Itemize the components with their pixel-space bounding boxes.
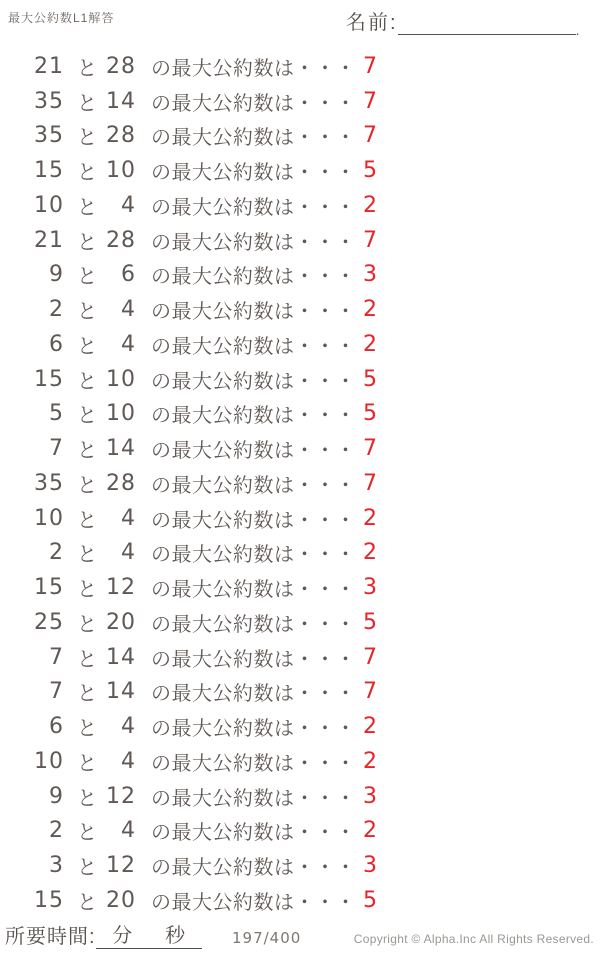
to-particle: と — [77, 92, 97, 115]
question-text: の最大公約数は・・・ — [151, 57, 356, 80]
time-field — [5, 919, 202, 949]
to-particle: と — [77, 266, 97, 289]
operand-b: 10 — [106, 366, 136, 392]
answer-value: 3 — [363, 262, 377, 288]
operand-a: 9 — [49, 783, 64, 809]
operand-b: 14 — [106, 644, 136, 670]
problem-row — [0, 362, 600, 397]
answer-value: 2 — [363, 714, 377, 740]
operand-b: 4 — [121, 297, 136, 323]
name-line-end: . — [575, 22, 580, 38]
operand-a: 15 — [34, 158, 64, 184]
problem-row — [0, 258, 600, 293]
question-text: の最大公約数は・・・ — [151, 266, 356, 289]
to-particle: と — [77, 162, 97, 185]
question-text: の最大公約数は・・・ — [151, 544, 356, 567]
operand-a: 15 — [34, 366, 64, 392]
answer-value: 7 — [363, 88, 377, 114]
operand-b: 4 — [121, 818, 136, 844]
operand-b: 4 — [121, 192, 136, 218]
answer-value: 7 — [363, 227, 377, 253]
answer-value: 2 — [363, 505, 377, 531]
operand-a: 2 — [49, 818, 64, 844]
operand-a: 7 — [49, 436, 64, 462]
answer-value: 5 — [363, 158, 377, 184]
to-particle: と — [77, 57, 97, 80]
to-particle: と — [77, 613, 97, 636]
problem-row — [0, 292, 600, 327]
operand-a: 15 — [34, 575, 64, 601]
answer-value: 3 — [363, 783, 377, 809]
operand-b: 14 — [106, 679, 136, 705]
operand-a: 35 — [34, 123, 64, 149]
to-particle: と — [77, 891, 97, 914]
question-text: の最大公約数は・・・ — [151, 718, 356, 741]
operand-b: 4 — [121, 505, 136, 531]
page-title: 最大公約数L1解答 — [8, 11, 115, 25]
answer-value: 2 — [363, 818, 377, 844]
minutes-label: 分 — [112, 925, 133, 947]
answer-value: 7 — [363, 436, 377, 462]
problem-row — [0, 397, 600, 432]
problem-row — [0, 536, 600, 571]
question-text: の最大公約数は・・・ — [151, 474, 356, 497]
question-text: の最大公約数は・・・ — [151, 683, 356, 706]
to-particle: と — [77, 370, 97, 393]
answer-value: 2 — [363, 297, 377, 323]
operand-b: 12 — [106, 783, 136, 809]
problem-row — [0, 709, 600, 744]
operand-b: 4 — [121, 748, 136, 774]
problem-row — [0, 84, 600, 119]
question-text: の最大公約数は・・・ — [151, 891, 356, 914]
answer-value: 7 — [363, 644, 377, 670]
question-text: の最大公約数は・・・ — [151, 127, 356, 150]
question-text: の最大公約数は・・・ — [151, 613, 356, 636]
answer-value: 2 — [363, 192, 377, 218]
page-number: 197/400 — [232, 929, 302, 947]
operand-b: 10 — [106, 158, 136, 184]
to-particle: と — [77, 752, 97, 775]
answer-value: 2 — [363, 748, 377, 774]
problem-row — [0, 188, 600, 223]
operand-b: 10 — [106, 401, 136, 427]
question-text: の最大公約数は・・・ — [151, 857, 356, 880]
to-particle: と — [77, 405, 97, 428]
answer-value: 3 — [363, 575, 377, 601]
question-text: の最大公約数は・・・ — [151, 509, 356, 532]
answer-value: 2 — [363, 540, 377, 566]
to-particle: と — [77, 509, 97, 532]
problem-row — [0, 501, 600, 536]
problem-row — [0, 49, 600, 84]
answer-value: 7 — [363, 470, 377, 496]
problem-row — [0, 779, 600, 814]
problem-row — [0, 327, 600, 362]
to-particle: と — [77, 301, 97, 324]
problem-row — [0, 675, 600, 710]
question-text: の最大公約数は・・・ — [151, 822, 356, 845]
to-particle: と — [77, 231, 97, 254]
question-text: の最大公約数は・・・ — [151, 231, 356, 254]
operand-a: 10 — [34, 192, 64, 218]
question-text: の最大公約数は・・・ — [151, 370, 356, 393]
operand-b: 14 — [106, 88, 136, 114]
problem-row — [0, 883, 600, 918]
operand-a: 21 — [34, 227, 64, 253]
name-field — [346, 6, 580, 38]
operand-b: 28 — [106, 123, 136, 149]
operand-b: 12 — [106, 853, 136, 879]
question-text: の最大公約数は・・・ — [151, 752, 356, 775]
operand-a: 5 — [49, 401, 64, 427]
operand-b: 14 — [106, 436, 136, 462]
problem-row — [0, 223, 600, 258]
operand-b: 4 — [121, 714, 136, 740]
to-particle: と — [77, 648, 97, 671]
to-particle: と — [77, 127, 97, 150]
time-label: 所要時間: — [5, 926, 96, 948]
copyright-notice: Copyright © Alpha.Inc All Rights Reserved. — [353, 932, 594, 946]
problem-row — [0, 431, 600, 466]
operand-a: 15 — [34, 887, 64, 913]
question-text: の最大公約数は・・・ — [151, 162, 356, 185]
operand-b: 20 — [106, 609, 136, 635]
problem-row — [0, 119, 600, 154]
answer-value: 5 — [363, 609, 377, 635]
question-text: の最大公約数は・・・ — [151, 196, 356, 219]
to-particle: と — [77, 579, 97, 602]
operand-b: 6 — [121, 262, 136, 288]
to-particle: と — [77, 335, 97, 358]
answer-value: 5 — [363, 887, 377, 913]
to-particle: と — [77, 857, 97, 880]
to-particle: と — [77, 196, 97, 219]
operand-a: 35 — [34, 470, 64, 496]
to-particle: と — [77, 544, 97, 567]
to-particle: と — [77, 440, 97, 463]
answer-value: 3 — [363, 853, 377, 879]
to-particle: と — [77, 787, 97, 810]
operand-a: 6 — [49, 331, 64, 357]
operand-a: 10 — [34, 748, 64, 774]
to-particle: と — [77, 683, 97, 706]
footer — [0, 923, 600, 951]
problem-row — [0, 744, 600, 779]
seconds-label: 秒 — [165, 925, 186, 947]
operand-a: 9 — [49, 262, 64, 288]
operand-a: 7 — [49, 644, 64, 670]
operand-b: 28 — [106, 470, 136, 496]
question-text: の最大公約数は・・・ — [151, 579, 356, 602]
answer-value: 7 — [363, 53, 377, 79]
question-text: の最大公約数は・・・ — [151, 92, 356, 115]
problem-row — [0, 570, 600, 605]
problem-row — [0, 814, 600, 849]
problem-row — [0, 848, 600, 883]
question-text: の最大公約数は・・・ — [151, 787, 356, 810]
operand-a: 3 — [49, 853, 64, 879]
operand-a: 2 — [49, 540, 64, 566]
problem-row — [0, 466, 600, 501]
question-text: の最大公約数は・・・ — [151, 440, 356, 463]
answer-value: 7 — [363, 123, 377, 149]
operand-a: 21 — [34, 53, 64, 79]
answer-value: 5 — [363, 366, 377, 392]
answer-value: 7 — [363, 679, 377, 705]
problem-list — [0, 49, 600, 918]
operand-b: 28 — [106, 227, 136, 253]
question-text: の最大公約数は・・・ — [151, 335, 356, 358]
operand-b: 4 — [121, 331, 136, 357]
operand-b: 28 — [106, 53, 136, 79]
operand-b: 12 — [106, 575, 136, 601]
problem-row — [0, 153, 600, 188]
name-blank-line[interactable] — [398, 13, 576, 35]
question-text: の最大公約数は・・・ — [151, 648, 356, 671]
to-particle: と — [77, 718, 97, 741]
name-label: 名前: — [346, 12, 398, 34]
operand-b: 20 — [106, 887, 136, 913]
operand-a: 2 — [49, 297, 64, 323]
operand-a: 7 — [49, 679, 64, 705]
operand-a: 35 — [34, 88, 64, 114]
question-text: の最大公約数は・・・ — [151, 405, 356, 428]
operand-b: 4 — [121, 540, 136, 566]
time-blank-line[interactable] — [96, 919, 202, 949]
operand-a: 10 — [34, 505, 64, 531]
operand-a: 25 — [34, 609, 64, 635]
operand-a: 6 — [49, 714, 64, 740]
problem-row — [0, 605, 600, 640]
problem-row — [0, 640, 600, 675]
to-particle: と — [77, 822, 97, 845]
question-text: の最大公約数は・・・ — [151, 301, 356, 324]
to-particle: と — [77, 474, 97, 497]
answer-value: 5 — [363, 401, 377, 427]
answer-value: 2 — [363, 331, 377, 357]
